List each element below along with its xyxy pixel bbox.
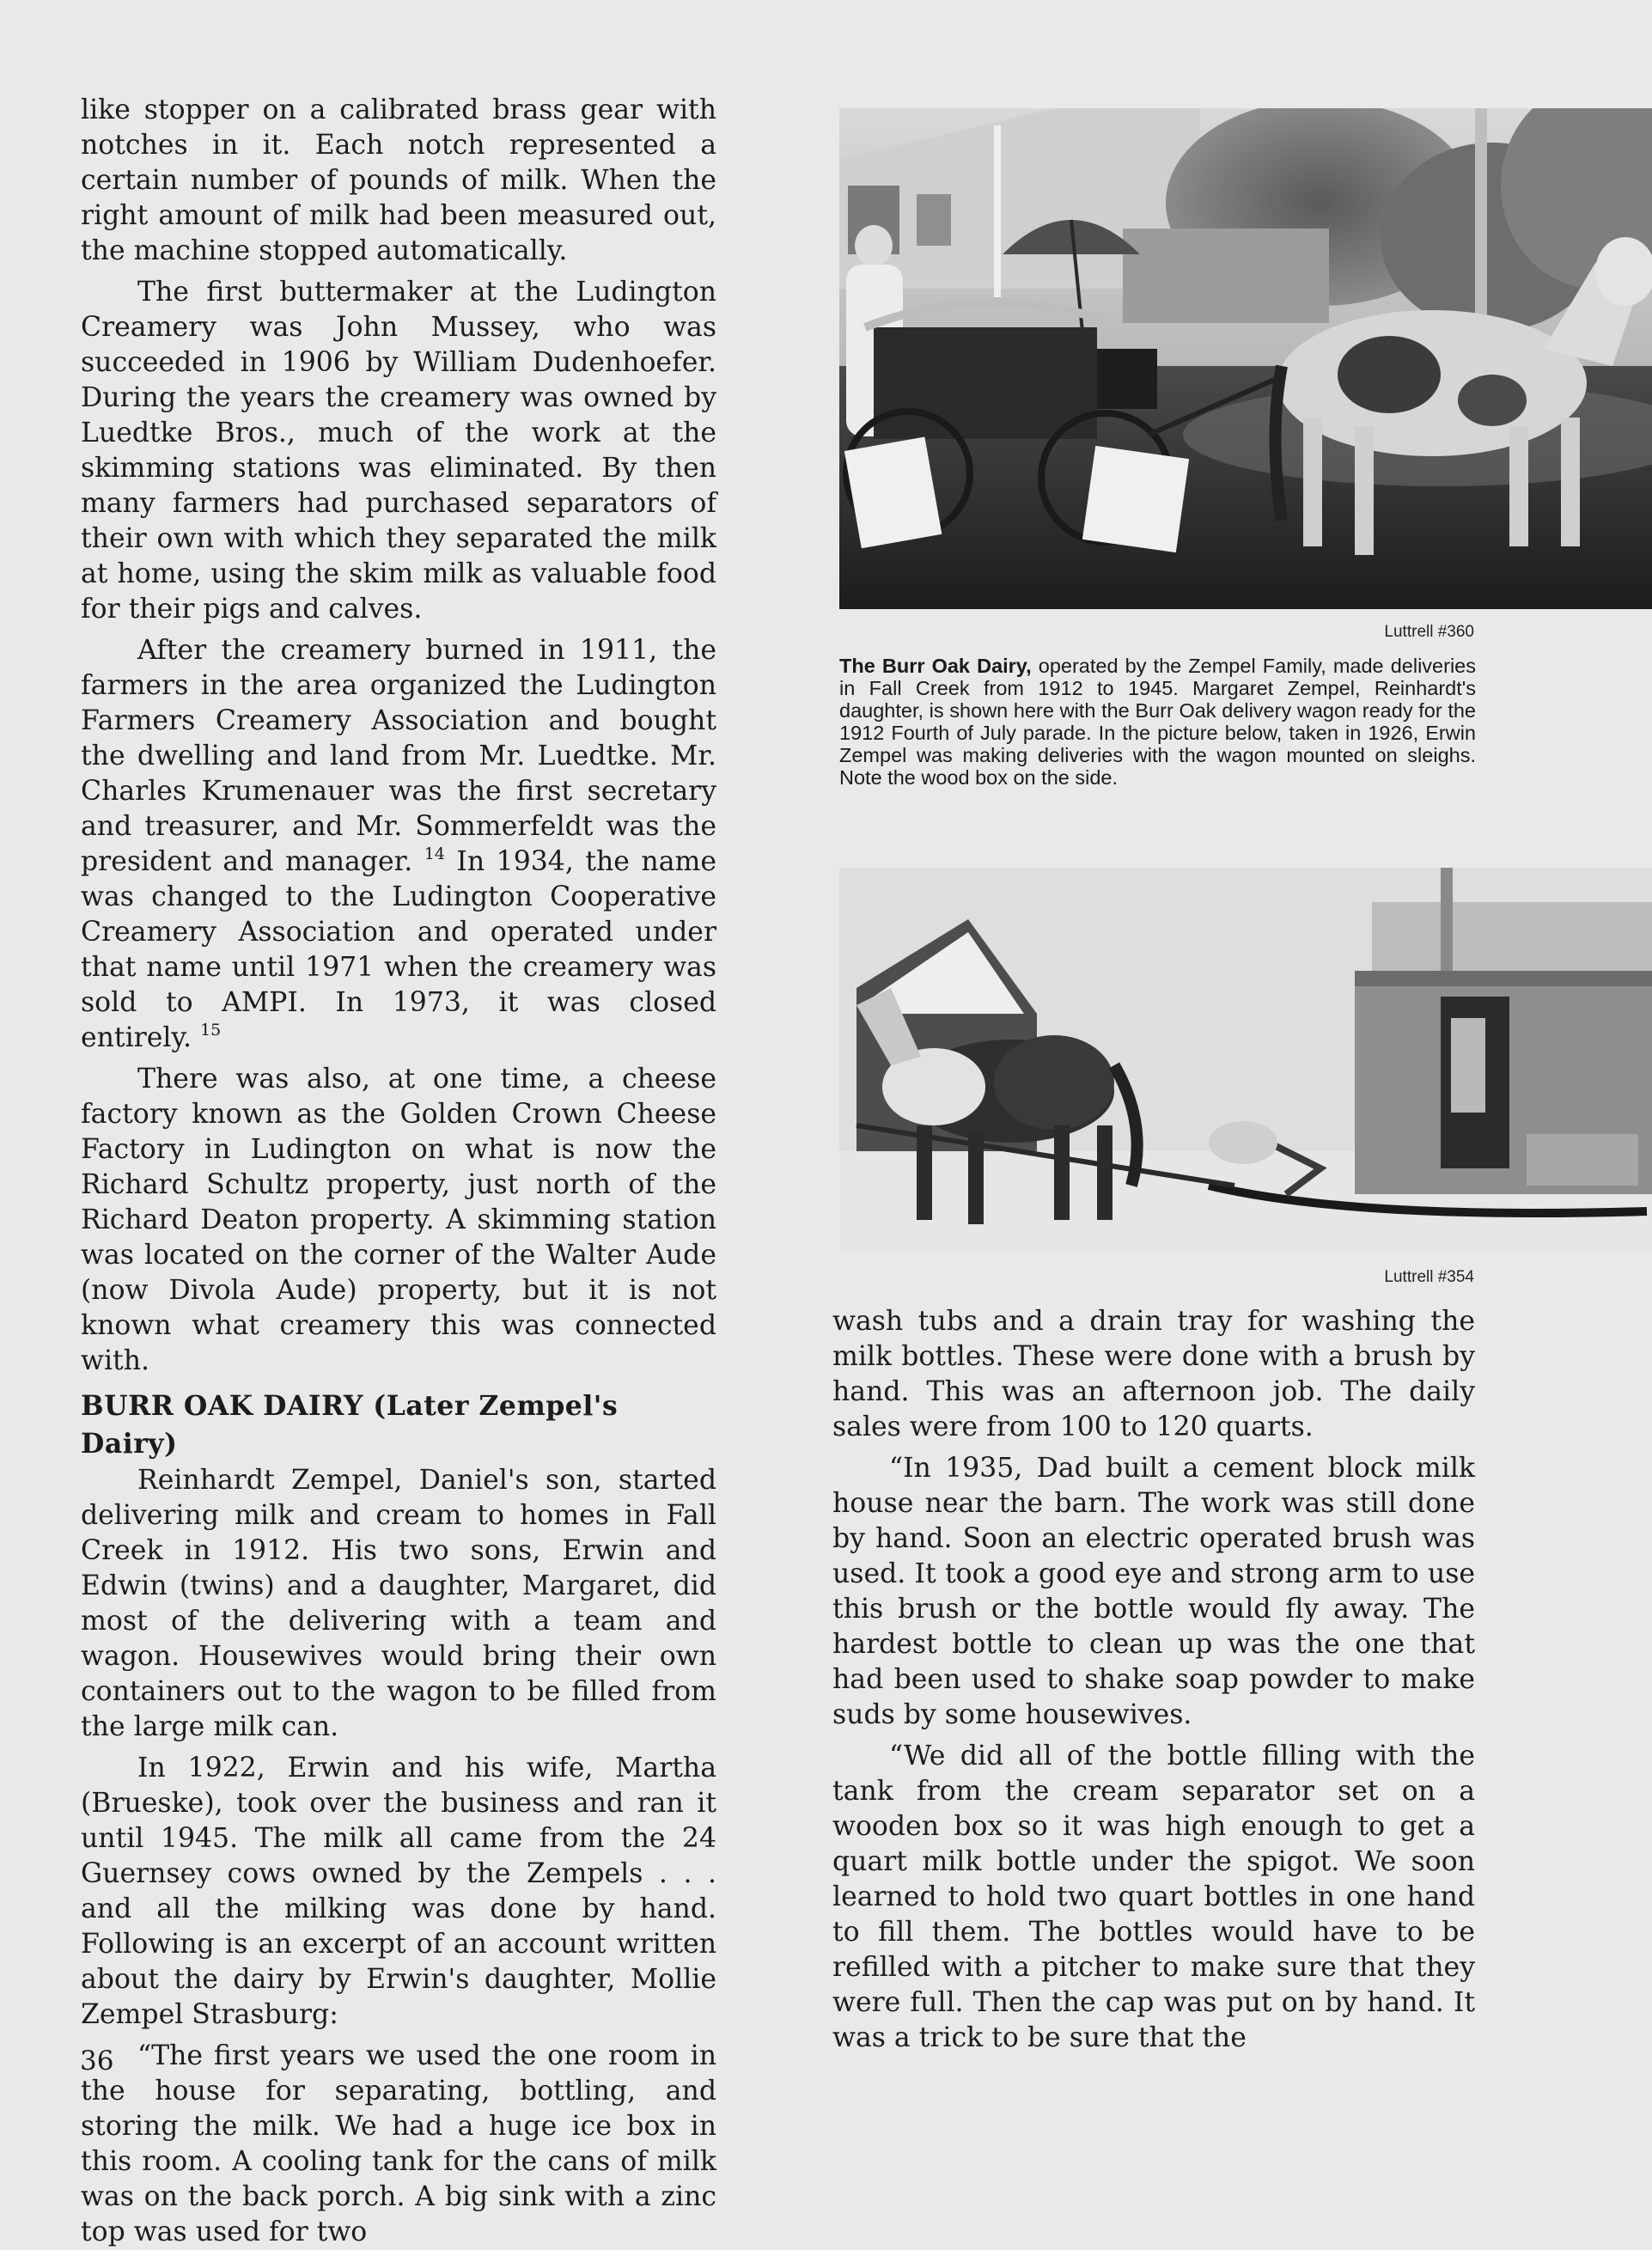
paragraph: In 1922, Erwin and his wife, Martha (Brueske), took over the business and ran it until 1945. The milk all came from the 24 Guernsey cows owned by the Zempels . . . and all the milking was done by hand. Following is an excerpt of an account written about the dairy by Erwin's daughter, Mollie Zempel Strasburg: (81, 1753, 716, 2030)
paragraph: “The first years we used the one room in the house for separating, bottling, and storing the milk. We had a huge ice box in this room. A cooling tank for the cans of milk was on the back porch. A big sink with a zinc top was used for two (81, 2040, 716, 2247)
paragraph: “In 1935, Dad built a cement block milk house near the barn. The work was still done by hand. Soon an electric operated brush was used. It took a good eye and strong arm to use this brush or the bottle would fly away. The hardest bottle to clean up was the one that had been used to shake soap powder to make suds by some housewives. (832, 1453, 1475, 1730)
paragraph-text: In 1934, the name was changed to the Ludington Cooperative Creamery Association and operated under that name until 1971 when the creamery was sold to AMPI. In 1973, it was closed entirely. (81, 846, 716, 1053)
caption-text: operated by the Zempel Family, made deliveries in Fall Creek from 1912 to 1945. Margaret Zempel, Reinhardt's daughter, is shown here with the Burr Oak delivery wagon ready for the 1912 Fourth of July parade. In the picture below, taken in 1926, Erwin Zempel was making deliveries with the wagon mounted on sleighs. Note the wood box on the side. (839, 655, 1476, 789)
photo-delivery-wagon-parade (839, 108, 1652, 609)
right-column (832, 1304, 1475, 2056)
paragraph: wash tubs and a drain tray for washing the milk bottles. These were done with a brush by hand. This was an afternoon job. The daily sales were from 100 to 120 quarts. (832, 1306, 1475, 1442)
photo-credit: Luttrell #360 (1384, 623, 1474, 641)
page-number: 36 (80, 2046, 114, 2076)
paragraph: Reinhardt Zempel, Daniel's son, started delivering milk and cream to homes in Fall Creek in 1912. His two sons, Erwin and Edwin (twins) and a daughter, Margaret, did most of the delivering with a team and wagon. Housewives would bring their own containers out to the wagon to be filled from the large milk can. (81, 1465, 716, 1742)
left-column (81, 93, 716, 2250)
paragraph: There was also, at one time, a cheese factory known as the Golden Crown Cheese Factory in Ludington on what is now the Richard Schultz property, just north of the Richard Deaton property. A skimming station was located on the corner of the Walter Aude (now Divola Aude) property, but it is not known what creamery this was connected with. (81, 1064, 716, 1376)
paragraph: like stopper on a calibrated brass gear with notches in it. Each notch represented a certain number of pounds of milk. When the right amount of milk had been measured out, the machine stopped automatically. (81, 95, 716, 266)
paragraph: “We did all of the bottle filling with the tank from the cream separator set on a wooden box so it was high enough to get a quart milk bottle under the spigot. We soon learned to hold two quart bottles in one hand to fill them. The bottles would have to be refilled with a pitcher to make sure that they were full. Then the cap was put on by hand. It was a trick to be sure that the (832, 1741, 1475, 2053)
section-heading: BURR OAK DAIRY (Later Zempel's Dairy) (81, 1390, 619, 1460)
paragraph: The first buttermaker at the Ludington Creamery was John Mussey, who was succeeded in 1906 by William Dudenhoefer. During the years the creamery was owned by Luedtke Bros., much of the work at the skimming stations was eliminated. By then many farmers had purchased separators of their own with which they separated the milk at home, using the skim milk as valuable food for their pigs and calves. (81, 277, 716, 625)
paragraph (81, 633, 716, 1056)
photo-sleigh-wagon (839, 868, 1652, 1253)
footnote-ref: 14 (424, 845, 445, 863)
photo-caption (839, 655, 1476, 789)
photo-credit: Luttrell #354 (1384, 1268, 1474, 1286)
caption-title: The Burr Oak Dairy, (839, 655, 1032, 677)
footnote-ref: 15 (200, 1021, 222, 1040)
paragraph-text: After the creamery burned in 1911, the farmers in the area organized the Ludington Farmers Creamery Association and bought the dwelling and land from Mr. Luedtke. Mr. Charles Krumenauer was the first secretary and treasurer, and Mr. Sommerfeldt was the president and manager. (81, 635, 716, 877)
